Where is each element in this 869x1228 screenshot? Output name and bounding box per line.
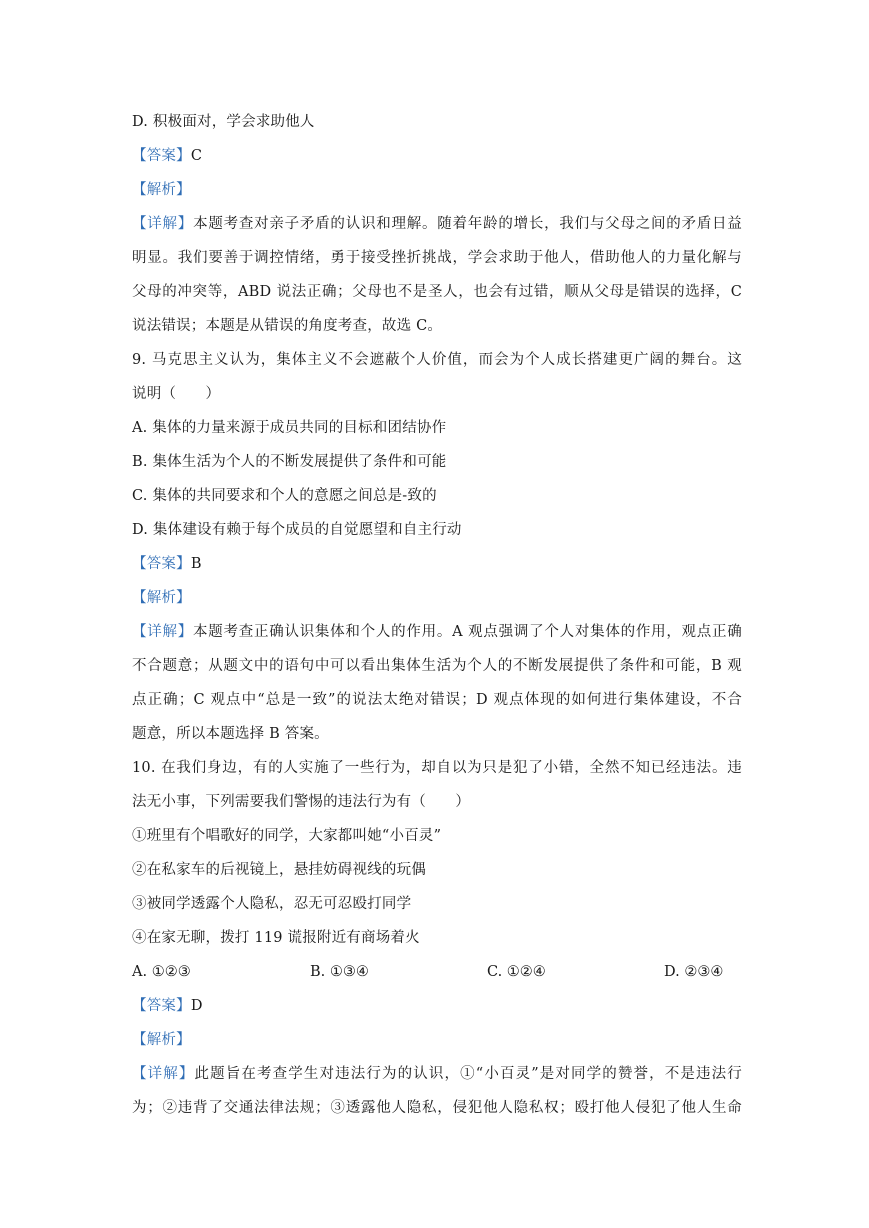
answer-tag: 【答案】 bbox=[132, 148, 191, 164]
detail-tag: 【详解】 bbox=[132, 216, 194, 232]
q9-detail-line-3: 点正确；C 观点中“总是一致”的说法太绝对错误；D 观点体现的如何进行集体建设，不合 bbox=[132, 692, 742, 708]
detail-text: 本题考查对亲子矛盾的认识和理解。随着年龄的增长，我们与父母之间的矛盾日益 bbox=[193, 216, 742, 232]
q10-option-a: A. ①②③ bbox=[132, 964, 191, 980]
q9-detail-line-2: 不合题意；从题文中的语句中可以看出集体生活为个人的不断发展提供了条件和可能，B 观 bbox=[132, 658, 742, 674]
q10-item-4: ④在家无聊，拨打 119 谎报附近有商场着火 bbox=[132, 930, 420, 946]
q10-analysis-heading bbox=[132, 1030, 742, 1050]
q10-option-c: C. ①②④ bbox=[487, 964, 546, 980]
detail-text: 此题旨在考查学生对违法行为的认识，①“小百灵”是对同学的赞誉，不是违法行 bbox=[194, 1066, 742, 1082]
q10-item-2: ②在私家车的后视镜上，悬挂妨碍视线的玩偶 bbox=[132, 862, 426, 878]
q8-detail-line-2: 明显。我们要善于调控情绪，勇于接受挫折挑战，学会求助于他人，借助他人的力量化解与 bbox=[132, 250, 742, 266]
q10-item-1: ①班里有个唱歌好的同学，大家都叫她“小百灵” bbox=[132, 828, 442, 844]
q10-detail-line-2: 为；②违背了交通法律法规；③透露他人隐私，侵犯他人隐私权；殴打他人侵犯了他人生命 bbox=[132, 1100, 742, 1116]
q9-answer bbox=[132, 554, 742, 574]
q8-analysis-heading bbox=[132, 180, 742, 200]
answer-tag: 【答案】 bbox=[132, 556, 191, 572]
q10-answer bbox=[132, 996, 742, 1016]
answer-value: C bbox=[190, 148, 203, 164]
answer-tag: 【答案】 bbox=[132, 998, 191, 1014]
q9-stem-line-1: 9. 马克思主义认为，集体主义不会遮蔽个人价值，而会为个人成长搭建更广阔的舞台。这 bbox=[132, 352, 742, 368]
q9-stem-line-2: 说明（ ） bbox=[132, 386, 221, 402]
detail-tag: 【详解】 bbox=[132, 1066, 195, 1082]
q10-detail-line-1 bbox=[132, 1064, 742, 1084]
q8-option-d: D. 积极面对，学会求助他人 bbox=[132, 114, 315, 130]
q9-detail-line-1 bbox=[132, 622, 742, 642]
analysis-tag: 【解析】 bbox=[132, 182, 191, 198]
q9-option-c: C. 集体的共同要求和个人的意愿之间总是-致的 bbox=[132, 488, 437, 504]
q10-stem-line-2: 法无小事，下列需要我们警惕的违法行为有（ ） bbox=[132, 794, 471, 810]
q8-answer bbox=[132, 146, 742, 166]
detail-text: 本题考查正确认识集体和个人的作用。A 观点强调了个人对集体的作用，观点正确 bbox=[192, 624, 742, 640]
q10-option-b: B. ①③④ bbox=[310, 964, 369, 980]
q9-detail-line-4: 题意，所以本题选择 B 答案。 bbox=[132, 726, 329, 742]
q8-detail-line-3: 父母的冲突等，ABD 说法正确；父母也不是圣人，也会有过错，顺从父母是错误的选择，C bbox=[132, 284, 742, 300]
q9-option-d: D. 集体建设有赖于每个成员的自觉愿望和自主行动 bbox=[132, 522, 462, 538]
q10-item-3: ③被同学透露个人隐私，忍无可忍殴打同学 bbox=[132, 896, 412, 912]
analysis-tag: 【解析】 bbox=[132, 1032, 191, 1048]
answer-value: D bbox=[190, 998, 203, 1014]
q10-stem-line-1: 10. 在我们身边，有的人实施了一些行为，却自以为只是犯了小错，全然不知已经违法。违 bbox=[132, 760, 742, 776]
q8-detail-line-1 bbox=[132, 214, 742, 234]
q9-option-a: A. 集体的力量来源于成员共同的目标和团结协作 bbox=[132, 420, 447, 436]
detail-tag: 【详解】 bbox=[132, 624, 193, 640]
q9-option-b: B. 集体生活为个人的不断发展提供了条件和可能 bbox=[132, 454, 447, 470]
q9-analysis-heading bbox=[132, 588, 742, 608]
q8-detail-line-4: 说法错误；本题是从错误的角度考查，故选 C。 bbox=[132, 318, 443, 334]
q10-option-d: D. ②③④ bbox=[664, 964, 724, 980]
analysis-tag: 【解析】 bbox=[132, 590, 191, 606]
answer-value: B bbox=[190, 556, 202, 572]
